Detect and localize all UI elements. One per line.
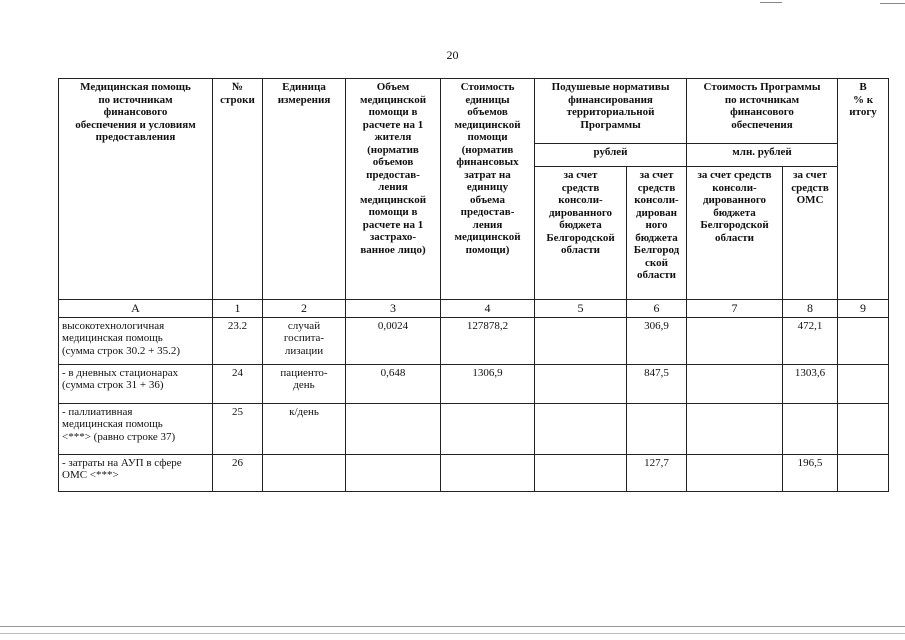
column-number: 3 bbox=[346, 300, 441, 318]
table-row bbox=[59, 454, 889, 491]
scan-marks bbox=[760, 0, 905, 10]
column-numbering-row bbox=[59, 300, 889, 318]
row-col-9 bbox=[838, 403, 889, 454]
row-volume: 0,0024 bbox=[346, 317, 441, 364]
row-col-7 bbox=[687, 364, 783, 403]
header-col-7: за счет средств консоли- дированного бюджета Белгородской области bbox=[687, 167, 783, 300]
column-number: 1 bbox=[213, 300, 263, 318]
row-col-6: 127,7 bbox=[627, 454, 687, 491]
header-row-1 bbox=[59, 79, 889, 144]
header-col-6: за счет средств консоли- дирован ного бюджета Белгород ской области bbox=[627, 167, 687, 300]
header-col-9: В % к итогу bbox=[838, 79, 889, 300]
row-cost: 1306,9 bbox=[441, 364, 535, 403]
row-cost: 127878,2 bbox=[441, 317, 535, 364]
financing-table bbox=[58, 78, 889, 492]
row-col-6 bbox=[627, 403, 687, 454]
row-line-number: 25 bbox=[213, 403, 263, 454]
header-col-1: № строки bbox=[213, 79, 263, 300]
header-col-a: Медицинская помощь по источникам финансового обеспечения и условиям предоставления bbox=[59, 79, 213, 300]
column-number: А bbox=[59, 300, 213, 318]
row-line-number: 23.2 bbox=[213, 317, 263, 364]
page-edge-line bbox=[0, 633, 905, 634]
row-unit: к/день bbox=[263, 403, 346, 454]
page-number: 20 bbox=[446, 48, 459, 62]
row-name: - в дневных стационарах (сумма строк 31 + 36) bbox=[59, 364, 213, 403]
row-col-5 bbox=[535, 364, 627, 403]
row-col-7 bbox=[687, 454, 783, 491]
row-line-number: 26 bbox=[213, 454, 263, 491]
row-name: - паллиативная медицинская помощь <***> (равно строке 37) bbox=[59, 403, 213, 454]
row-unit: пациенто- день bbox=[263, 364, 346, 403]
row-volume bbox=[346, 454, 441, 491]
header-cost-group: Стоимость Программы по источникам финансового обеспечения bbox=[687, 79, 838, 144]
column-number: 2 bbox=[263, 300, 346, 318]
header-unit-mln: млн. рублей bbox=[687, 144, 838, 167]
row-col-7 bbox=[687, 317, 783, 364]
column-number: 8 bbox=[783, 300, 838, 318]
row-line-number: 24 bbox=[213, 364, 263, 403]
row-col-6: 306,9 bbox=[627, 317, 687, 364]
row-col-7 bbox=[687, 403, 783, 454]
row-volume: 0,648 bbox=[346, 364, 441, 403]
row-cost bbox=[441, 454, 535, 491]
column-number: 7 bbox=[687, 300, 783, 318]
row-unit: случай госпита- лизации bbox=[263, 317, 346, 364]
row-col-6: 847,5 bbox=[627, 364, 687, 403]
page-edge-line bbox=[0, 626, 905, 627]
header-per-capita-group: Подушевые нормативы финансирования территориальной Программы bbox=[535, 79, 687, 144]
table-row bbox=[59, 403, 889, 454]
column-number: 5 bbox=[535, 300, 627, 318]
row-unit bbox=[263, 454, 346, 491]
row-col-5 bbox=[535, 403, 627, 454]
row-col-8: 472,1 bbox=[783, 317, 838, 364]
row-cost bbox=[441, 403, 535, 454]
column-number: 6 bbox=[627, 300, 687, 318]
row-col-9 bbox=[838, 454, 889, 491]
row-col-5 bbox=[535, 317, 627, 364]
column-number: 4 bbox=[441, 300, 535, 318]
header-col-3: Объем медицинской помощи в расчете на 1 жителя (норматив объемов предостав- ления медицинской помощи в расчете на 1 застрахо- ванное лицо) bbox=[346, 79, 441, 300]
header-col-8: за счет средств ОМС bbox=[783, 167, 838, 300]
row-col-8: 196,5 bbox=[783, 454, 838, 491]
row-name: - затраты на АУП в сфере ОМС <***> bbox=[59, 454, 213, 491]
row-col-9 bbox=[838, 317, 889, 364]
header-unit-rub: рублей bbox=[535, 144, 687, 167]
header-col-4: Стоимость единицы объемов медицинской помощи (норматив финансовых затрат на единицу объема предостав- ления медицинской помощи) bbox=[441, 79, 535, 300]
table-row bbox=[59, 364, 889, 403]
header-col-2: Единица измерения bbox=[263, 79, 346, 300]
column-number: 9 bbox=[838, 300, 889, 318]
table-row bbox=[59, 317, 889, 364]
row-volume bbox=[346, 403, 441, 454]
header-col-5: за счет средств консоли- дированного бюджета Белгородской области bbox=[535, 167, 627, 300]
row-col-5 bbox=[535, 454, 627, 491]
row-col-8: 1303,6 bbox=[783, 364, 838, 403]
row-col-9 bbox=[838, 364, 889, 403]
row-col-8 bbox=[783, 403, 838, 454]
row-name: высокотехнологичная медицинская помощь (сумма строк 30.2 + 35.2) bbox=[59, 317, 213, 364]
